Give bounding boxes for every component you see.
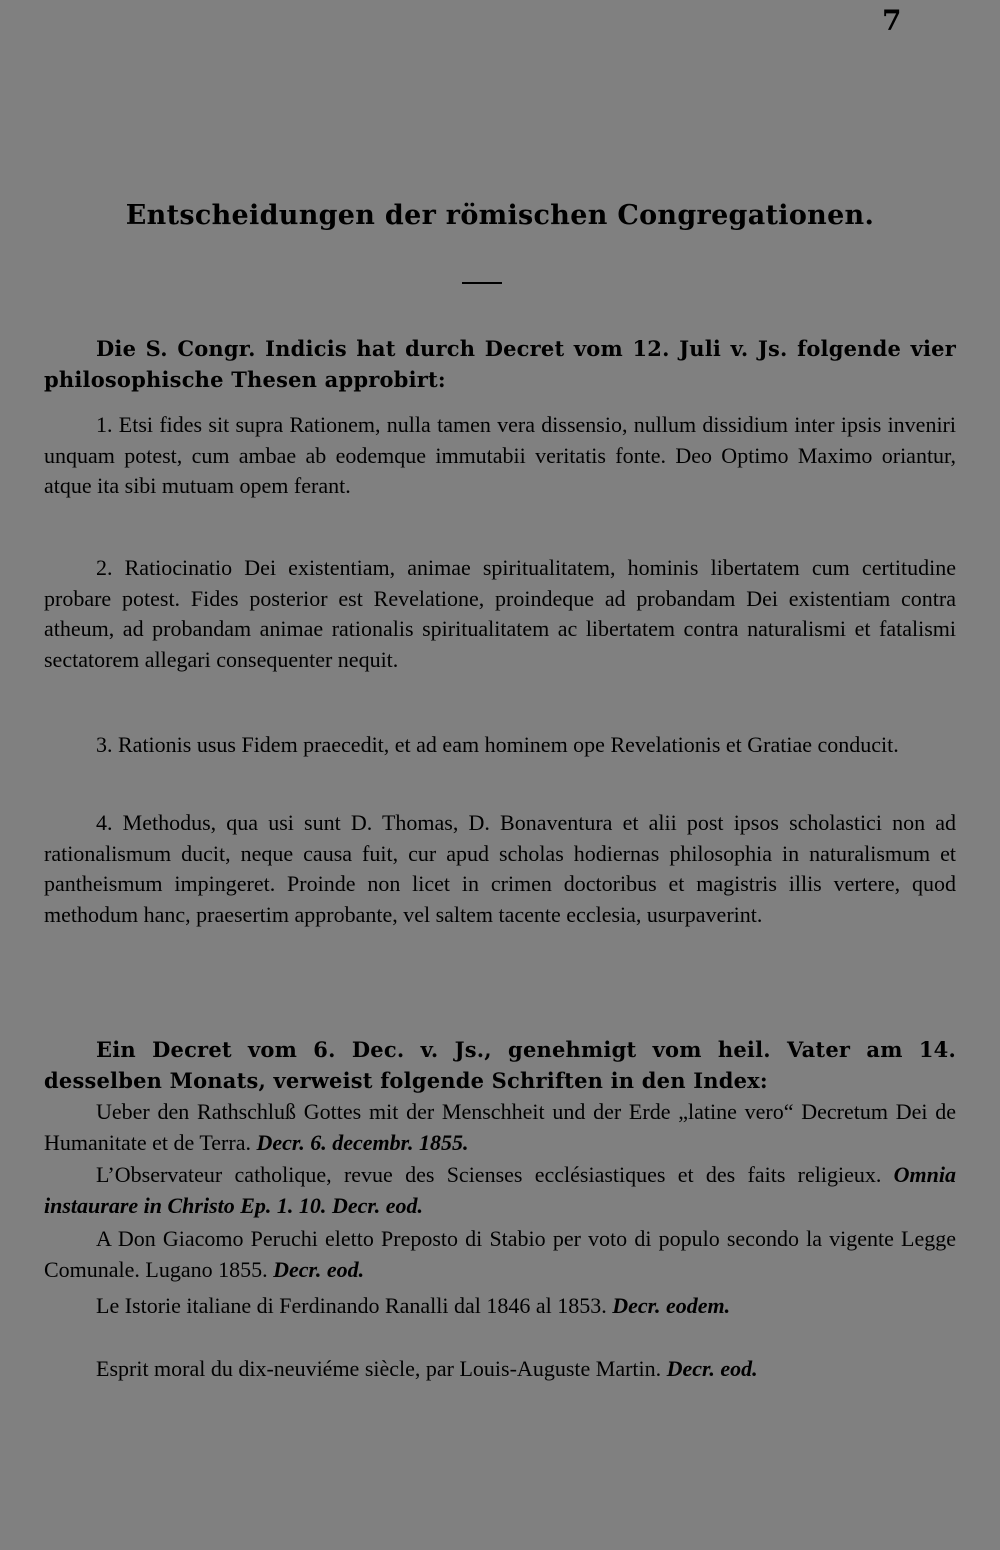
intro-paragraph	[44, 334, 956, 395]
thesis-4	[44, 808, 956, 930]
entry-2-text: L’Observateur catholique, revue des Scienses ecclésiastiques et des faits religieux.	[96, 1162, 882, 1187]
entry-1-text: Ueber den Rathschluß Gottes mit der Menschheit und der Erde „latine vero“ Decretum Dei de Humanitate et de Terra.	[44, 1099, 956, 1155]
thesis-2-text: 2. Ratiocinatio Dei existentiam, animae spiritualitatem, hominis libertatem cum certitudine probare potest. Fides posterior est Revelatione, proindeque ad probandam Dei existentiam contra atheum, ad probandam animae rationalis spiritualitatem ac libertatem contra naturalismi et fatalismi sectatorem allegari consequenter nequit.	[44, 555, 956, 672]
thesis-4-text: 4. Methodus, qua usi sunt D. Thomas, D. Bonaventura et alii post ipsos scholastici non ad rationalismum ducit, neque causa fuit, cur apud scholas hodiernas philosophia in naturalismum et pantheismum impingeret. Proinde non licet in crimen doctoribus et magistris illis vertere, quod methodum hanc, praesertim approbante, vel saltem tacente ecclesia, usurpaverint.	[44, 810, 956, 927]
index-entry-4	[44, 1291, 956, 1322]
thesis-1	[44, 410, 956, 502]
page-number: 7	[882, 4, 902, 37]
entry-4-decree: Decr. eodem.	[612, 1293, 731, 1318]
decree-intro	[44, 1035, 956, 1096]
index-entry-1	[44, 1097, 956, 1158]
thesis-3-text: 3. Rationis usus Fidem praecedit, et ad eam hominem ope Revelationis et Gratiae conducit.	[96, 732, 899, 757]
title-divider	[462, 282, 502, 284]
decree-intro-text: Ein Decret vom 6. Dec. v. Js., genehmigt vom heil. Vater am 14. desselben Monats, verweist folgende Schriften in den Index:	[44, 1037, 956, 1093]
entry-4-text: Le Istorie italiane di Ferdinando Ranalli dal 1846 al 1853.	[96, 1293, 607, 1318]
index-entry-2	[44, 1160, 956, 1221]
thesis-2	[44, 553, 956, 675]
entry-1-decree: Decr. 6. decembr. 1855.	[256, 1129, 469, 1155]
intro-text: Die S. Congr. Indicis hat durch Decret vom 12. Juli v. Js. folgende vier philosophische Thesen approbirt:	[44, 336, 956, 392]
index-entry-5	[44, 1354, 956, 1385]
entry-3-decree: Decr. eod.	[273, 1256, 365, 1282]
thesis-1-text: 1. Etsi fides sit supra Rationem, nulla tamen vera dissensio, nullum dissidium inter ipsis inveniri unquam potest, cum ambae ab eodemque immutabii veritatis fonte. Deo Optimo Maximo oriantur, atque ita sibi mutuam opem ferant.	[44, 412, 956, 498]
thesis-3	[44, 730, 956, 761]
entry-2-decree: Decr. eod.	[331, 1192, 423, 1218]
entry-5-decree: Decr. eod.	[666, 1356, 758, 1381]
entry-5-text: Esprit moral du dix-neuviéme siècle, par Louis-Auguste Martin.	[96, 1356, 662, 1381]
entry-3-text: A Don Giacomo Peruchi eletto Preposto di Stabio per voto di populo secondo la vigente Legge Comunale. Lugano 1855.	[44, 1226, 956, 1282]
entry-2-motto: Omnia instaurare in Christo Ep. 1. 10.	[44, 1162, 956, 1218]
index-entry-3	[44, 1224, 956, 1285]
page-title: Entscheidungen der römischen Congregationen.	[125, 200, 875, 231]
